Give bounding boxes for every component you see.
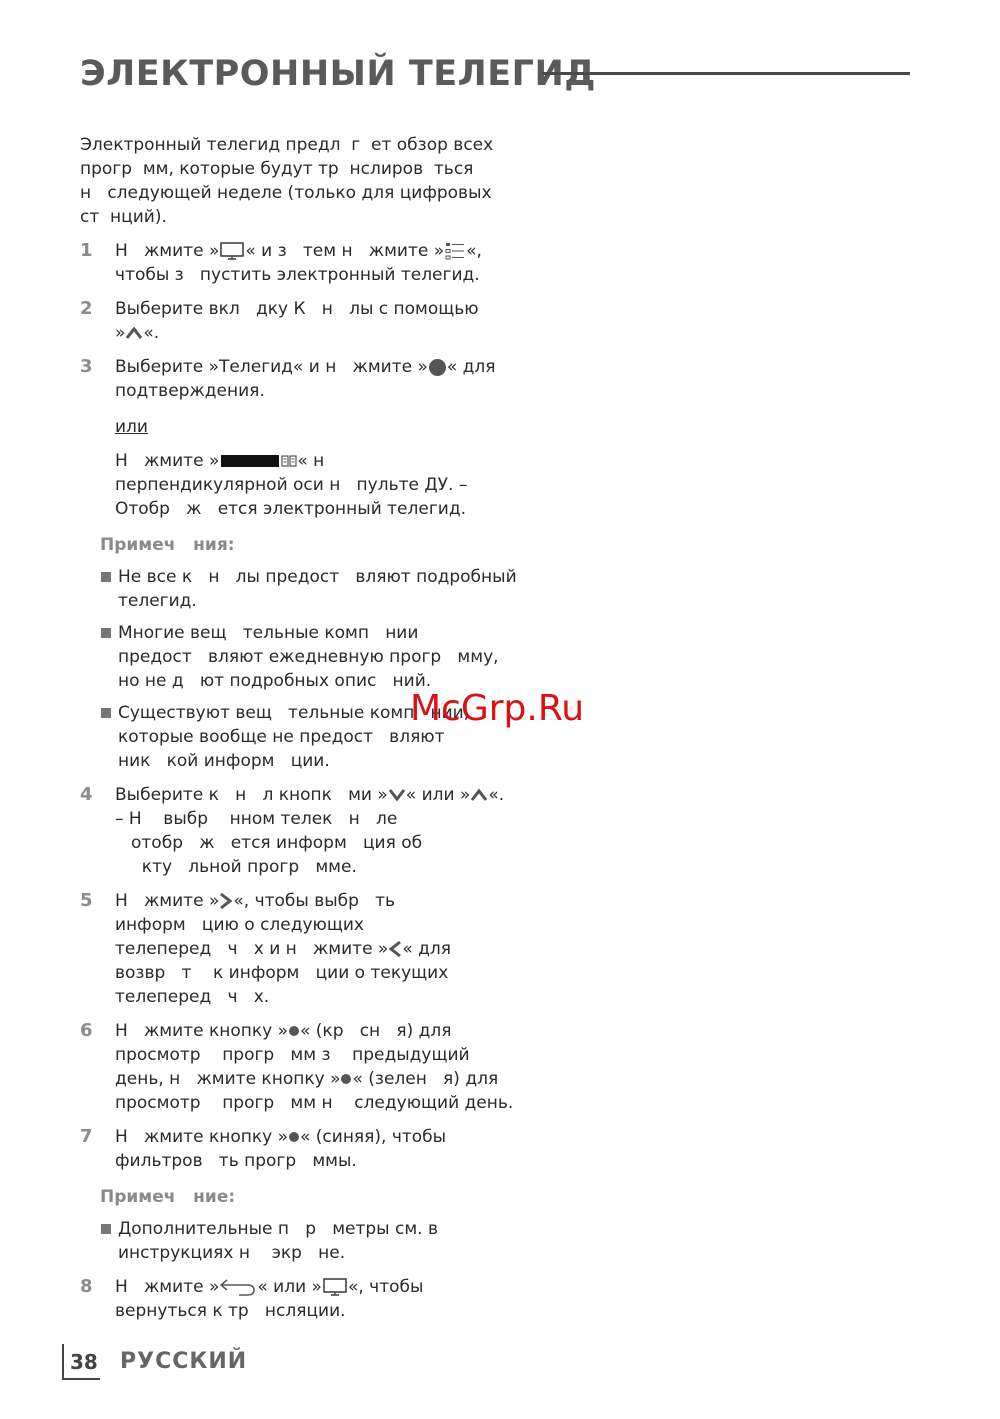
step-number: 8 <box>80 1276 93 1297</box>
step-text: «, чтобы <box>347 1277 424 1297</box>
step-text: «, <box>466 241 482 261</box>
watermark: McGrp.Ru <box>410 688 585 729</box>
red-button-icon <box>289 1026 299 1036</box>
step-text: «, чтобы выбр ть <box>233 891 396 911</box>
alternative-instruction <box>115 449 500 521</box>
step-text: » <box>115 323 126 343</box>
step-1 <box>80 239 500 287</box>
note-item <box>80 621 500 693</box>
step-5 <box>80 889 500 1009</box>
step-number: 6 <box>80 1020 93 1041</box>
bullet-square-icon <box>101 1224 111 1234</box>
note-text: но не д ют подробных опис ний. <box>118 671 432 691</box>
arrow-up-icon <box>125 326 143 340</box>
step-text: Н жмите » <box>115 451 220 471</box>
step-6 <box>80 1019 514 1115</box>
guide-book-icon <box>281 454 297 468</box>
step-text: Выберите вкл дку К н лы с помощью <box>115 299 479 319</box>
step-text: телеперед ч х. <box>115 987 270 1007</box>
step-text: « (кр сн я) для <box>299 1021 452 1041</box>
page-header <box>80 52 910 96</box>
notes-heading: Примеч ния: <box>100 535 235 555</box>
tv-icon <box>219 241 245 261</box>
step-text: « для <box>446 357 496 377</box>
note-text: ник кой информ ции. <box>118 751 330 771</box>
intro-line: ст нций). <box>80 207 167 227</box>
menu-list-icon <box>444 241 466 261</box>
step-4 <box>80 783 505 879</box>
step-number: 4 <box>80 784 93 805</box>
step-text: просмотр прогр мм з предыдущий <box>115 1045 470 1065</box>
step-text: возвр т к информ ции о текущих <box>115 963 449 983</box>
note-text: Дополнительные п р метры см. в <box>118 1219 439 1239</box>
green-button-icon <box>341 1074 351 1084</box>
step-2 <box>80 297 500 345</box>
step-text: Н жмите кнопку » <box>115 1127 288 1147</box>
step-text: кту льной прогр мме. <box>131 857 357 877</box>
intro-line: Электронный телегид предл г ет обзор всех <box>80 135 494 155</box>
step-number: 7 <box>80 1126 93 1147</box>
page-number: 38 <box>70 1350 98 1374</box>
step-text: Выберите »Телегид« и н жмите » <box>115 357 428 377</box>
step-text: «. <box>488 785 505 805</box>
step-text: Н жмите » <box>115 891 220 911</box>
note-text: Не все к н лы предост вляют подробный <box>118 567 517 587</box>
step-text: Н жмите » <box>115 241 220 261</box>
note-text: Многие вещ тельные комп нии <box>118 623 419 643</box>
note-item <box>80 1217 500 1265</box>
step-text: телеперед ч х и н жмите » <box>115 939 389 959</box>
note-text: инструкциях н экр не. <box>118 1243 346 1263</box>
step-text: « и з тем н жмите » <box>245 241 445 261</box>
page-title: ЭЛЕКТРОННЫЙ ТЕЛЕГИД <box>80 54 596 94</box>
step-text: отобр ж ется информ ция об <box>131 833 423 853</box>
bullet-square-icon <box>101 572 111 582</box>
note-text: предост вляют ежедневную прогр мму, <box>118 647 499 667</box>
step-text: фильтров ть прогр ммы. <box>115 1151 357 1171</box>
step-text: Отобр ж ется электронный телегид. <box>115 499 466 519</box>
step-text: чтобы з пустить электронный телегид. <box>115 265 480 285</box>
step-text: вернуться к тр нсляции. <box>115 1301 346 1321</box>
step-text: Н жмите кнопку » <box>115 1021 288 1041</box>
note-text: Существуют вещ тельные комп нии, <box>118 703 470 723</box>
step-text: день, н жмите кнопку » <box>115 1069 341 1089</box>
tv-icon <box>322 1277 348 1297</box>
bullet-square-icon <box>101 708 111 718</box>
step-text: «. <box>143 323 160 343</box>
redacted-key-icon <box>221 455 279 467</box>
step-text: « или » <box>257 1277 322 1297</box>
bullet-square-icon <box>101 628 111 638</box>
step-text: « (синяя), чтобы <box>299 1127 447 1147</box>
ok-button-icon <box>429 359 446 376</box>
blue-button-icon <box>289 1132 299 1142</box>
intro-line: прогр мм, которые будут тр нслиров ться <box>80 159 474 179</box>
step-8 <box>80 1275 500 1323</box>
or-label: или <box>115 417 148 437</box>
notes-heading: Примеч ние: <box>100 1187 236 1207</box>
intro-paragraph <box>80 133 500 229</box>
arrow-up-icon <box>470 788 488 802</box>
step-text: Н жмите » <box>115 1277 220 1297</box>
arrow-down-icon <box>388 788 406 802</box>
step-number: 2 <box>80 298 93 319</box>
arrow-left-icon <box>388 940 402 958</box>
step-7 <box>80 1125 500 1173</box>
note-item <box>80 565 517 613</box>
step-text: Выберите к н л кнопк ми » <box>115 785 388 805</box>
step-text: подтверждения. <box>115 381 265 401</box>
step-number: 1 <box>80 240 93 261</box>
title-rule <box>542 72 910 75</box>
step-text: « или » <box>405 785 471 805</box>
step-text: « н <box>297 451 325 471</box>
step-number: 5 <box>80 890 93 911</box>
step-text: информ цию о следующих <box>115 915 364 935</box>
step-3 <box>80 355 500 521</box>
step-number: 3 <box>80 356 93 377</box>
note-text: которые вообще не предост вляют <box>118 727 445 747</box>
footer-language: РУССКИЙ <box>120 1349 248 1374</box>
step-text: « (зелен я) для <box>352 1069 499 1089</box>
back-arrow-icon <box>219 1276 257 1298</box>
step-text: – Н выбр нном телек н ле <box>115 809 398 829</box>
intro-line: н следующей неделе (только для цифровых <box>80 183 492 203</box>
step-text: перпендикулярной оси н пульте ДУ. – <box>115 475 468 495</box>
step-text: просмотр прогр мм н следующий день. <box>115 1093 514 1113</box>
step-text: « для <box>402 939 451 959</box>
arrow-right-icon <box>219 892 233 910</box>
note-text: телегид. <box>118 591 197 611</box>
